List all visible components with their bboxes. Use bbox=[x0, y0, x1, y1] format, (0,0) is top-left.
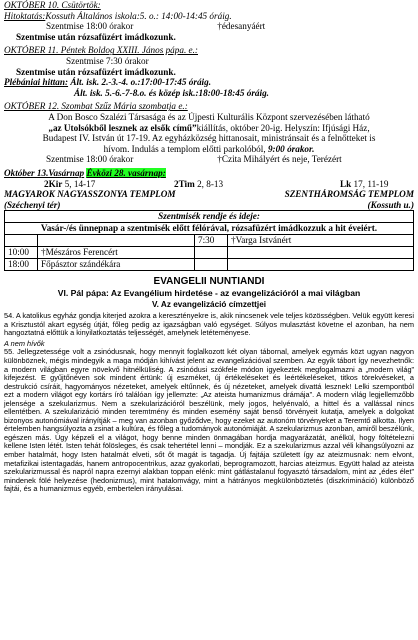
mass-time: Szentmise 7:30 órakor bbox=[66, 55, 149, 66]
readings-line bbox=[4, 179, 414, 190]
gospel-ref: Lk bbox=[340, 178, 352, 189]
reading-2-value: 2, 8-13 bbox=[197, 178, 224, 189]
rosary-note: Szentmise után rózsafüzért imádkozunk. bbox=[16, 31, 176, 42]
exhibit-text: kiállítás, október 20-ig. Helyszín: Ifjúsági Ház, bbox=[196, 122, 370, 133]
article-subtitle: VI. Pál pápa: Az Evangélium hirdetése - az evangelizációról a mai világban bbox=[57, 288, 361, 299]
section-title: OKTÓBER 10. Csütörtök: bbox=[4, 0, 101, 10]
section-title: OKTÓBER 11. Péntek Boldog XXIII. János pápa. e.: bbox=[4, 45, 198, 56]
section-title: Október 13.Vasárnap bbox=[4, 167, 85, 178]
exhibit-line-4 bbox=[4, 144, 414, 155]
intent-cell: Főpásztor szándékára bbox=[38, 259, 195, 271]
intent-cell bbox=[38, 235, 195, 247]
church-names bbox=[4, 189, 414, 200]
catechesis-label: Plébániai hittan: bbox=[4, 77, 69, 88]
catechesis-line bbox=[4, 77, 414, 88]
article-title: EVANGELII NUNTIANDI bbox=[153, 276, 265, 288]
table-row bbox=[5, 235, 414, 247]
time-cell bbox=[5, 235, 38, 247]
liturgical-day: Évközi 28. vasárnap: bbox=[86, 167, 166, 178]
church-left: MAGYAROK NAGYASSZONYA TEMPLOM bbox=[4, 189, 176, 200]
time-cell: 7:30 bbox=[195, 235, 228, 247]
rosary-note: Szentmise után rózsafüzért imádkozunk. bbox=[16, 66, 176, 77]
section-oct-11 bbox=[4, 45, 414, 98]
church-left-location: (Széchenyi tér) bbox=[4, 199, 61, 210]
reading-1-ref: 2Kir bbox=[44, 178, 63, 189]
mass-intent: †Czita Mihályért és neje, Terézért bbox=[217, 154, 342, 165]
bulletin-page bbox=[4, 0, 414, 494]
schedule-header: Szentmisék rendje és ideje: bbox=[5, 211, 414, 223]
departure-time: 9:00 órakor. bbox=[267, 143, 315, 154]
time-cell: 18:00 bbox=[5, 259, 38, 271]
time-cell: 10:00 bbox=[5, 247, 38, 259]
article bbox=[4, 276, 414, 493]
gospel-reading bbox=[324, 179, 388, 190]
section-sunday bbox=[4, 168, 414, 210]
reading-1-value: 5, 14-17 bbox=[64, 178, 96, 189]
church-right: SZENTHÁROMSÁG TEMPLOM bbox=[284, 189, 414, 200]
chapter-title: V. Az evangelizáció címzettjei bbox=[151, 300, 267, 310]
intent-cell: †Varga Istvánért bbox=[228, 235, 414, 247]
exhibit-text: hívom. Indulás a templom előtti parkolóból, bbox=[103, 143, 266, 154]
catechesis-text-2: Ált. isk. 5.-6.-7-8.o. és közép isk.:18:00-18:45 óráig. bbox=[74, 87, 269, 98]
table-header-row bbox=[5, 211, 414, 223]
mass-intent: †édesanyáért bbox=[217, 21, 266, 32]
church-locations bbox=[4, 200, 414, 211]
table-row bbox=[5, 247, 414, 259]
intent-cell bbox=[228, 259, 414, 271]
table-notice-row bbox=[5, 223, 414, 235]
catechesis-label: Hitoktatás: bbox=[4, 10, 46, 21]
exhibit-title: „az Utolsókből lesznek az elsők című” bbox=[48, 122, 197, 133]
exhibit-line-3: Budapest IV. István út 17-19. Az egyházközség hittanosait, ministránsait és a felnőtteket is bbox=[42, 133, 376, 144]
gospel-value: 17, 11-19 bbox=[353, 178, 389, 189]
paragraph-54: 54. A katolikus egyház gondja kiterjed azokra a keresztényekre is, akik nincsenek vele teljes közösségben. Velük együtt keresi a Krisztustól akart egység útját, főleg pedig az igazságban való egységet. Súlyos mulasztást követne el azonban, ha nem hangoztatná előttük a kinyilatkoztatás teljességét, amelynek letéteményese. bbox=[4, 311, 414, 338]
reading-2 bbox=[130, 179, 324, 190]
paragraph-55: 55. Jellegzetessége volt a zsinódusnak, hogy mennyit foglalkozott két olyan tábornal, amelyek egymás közt ugyan nagyon különböznek, mégis mindegyik a maga módján kihívást jelent az evangelizációval szemben. Az egyik tábort így nevezhetnők: a modern világban egyre növekvő hitnélküliség. A zsinódusi szókfele módon igyekeztek megfogalmazni a „modern világ” kifejezést. E gyűjtőnéven sok mindent értünk: új eszméket, új értékeléseket és leértékeléseket, titkos törekvéseket, a destrukció csíráit, hagyományos nézeteket, amelyek eltűnnek, és új nézeteket, amelyek divattá lesznek! Lelki szempontból ezt a modern világot egy kortárs író találóan így jellemzte: „Az ateista humanizmus drámája”. A modern világ legjellemzőbb jelensége a szekularizmus. Nem a szekularizációról beszélünk, mely jogos, helyénvaló, a hittel és a vallással nincs ellentétben. A szekularizáció minden teremtmény és minden esemény saját benső törvényeit kutatja, amelyek a dolgokat bizonyos autonómiával irányítják – meg van azonban győződve, hogy ezeket az autonóm törvényeket a Teremtő alkotta. Ilyen értelemben hangsúlyozta a zsinat a kultúra, és főleg a tudományok autonómiáját. A szekularizmus azonban, amiről beszélünk, egészen más. Úgy képzeli el a világot, hogy benne minden önmagában hordja magyarázatát, anélkül, hogy föltételezni kellene Isten létét. Isten tehát fölösleges, és csak tehertétel lenni – mondják. Ez a szekularizmus azzal véli kihangsúlyozni az ember hatalmát, hogy Isten hatalmát elveti, sőt őt magát is tagadja. Új fajtája született így az ateizmusnak: nem elvont, metafizikai istentagadás, hanem antropocentrikus, azaz gyakorlati, beprogramozott, harcias ateizmus. Együtt halad az ateista szekularizmussal és napról napra ezernyi alakban toppan elénk: mint gátlástalanul fogyasztó társadalom, mint az „édes élet” mindenek fölé helyezése (hedonizmus), mint hatalomvágy, mint a hátrányos megkülönböztetés (diszkrimináció) különböző fajtái, és a humanizmus egyéb, embertelen irányulásai. bbox=[4, 347, 414, 494]
church-right-location: (Kossuth u.) bbox=[367, 199, 414, 210]
reading-2-ref: 2Tim bbox=[174, 178, 195, 189]
mass-line bbox=[4, 21, 414, 32]
exhibit-line-1: A Don Bosco Szalézi Társasága és az Újpesti Kulturális Központ szervezésében látható bbox=[48, 111, 370, 122]
intent-cell bbox=[228, 247, 414, 259]
table-row bbox=[5, 259, 414, 271]
time-cell bbox=[195, 247, 228, 259]
section-oct-10 bbox=[4, 0, 414, 42]
mass-time: Szentmise 18:00 órakor bbox=[46, 21, 134, 32]
schedule-notice: Vasár-/és ünnepnap a szentmisék előtt félórával, rózsafüzért imádkozzuk a hit éveiért. bbox=[5, 223, 414, 235]
section-title: OKTÓBER 12. Szombat Szűz Mária szombatja e.: bbox=[4, 101, 188, 112]
catechesis-text: Ált. isk. 2.-3.-4. o.:17:00-17:45 óráig. bbox=[70, 77, 211, 88]
exhibit-line-2 bbox=[4, 123, 414, 134]
reading-1 bbox=[4, 179, 130, 190]
mass-time: Szentmise 18:00 órakor bbox=[46, 154, 134, 165]
sunday-title-line bbox=[4, 168, 414, 179]
time-cell bbox=[195, 259, 228, 271]
intent-cell: †Mészáros Ferencért bbox=[38, 247, 195, 259]
catechesis-text: Kossuth Általános iskola:5. o.: 14:00-14:45 óráig. bbox=[45, 10, 232, 21]
subheading-nonbelievers: A nem hívők bbox=[4, 338, 45, 348]
catechesis-line bbox=[4, 11, 414, 22]
mass-schedule-table bbox=[4, 210, 414, 271]
section-oct-12 bbox=[4, 101, 414, 165]
mass-line bbox=[4, 154, 414, 165]
